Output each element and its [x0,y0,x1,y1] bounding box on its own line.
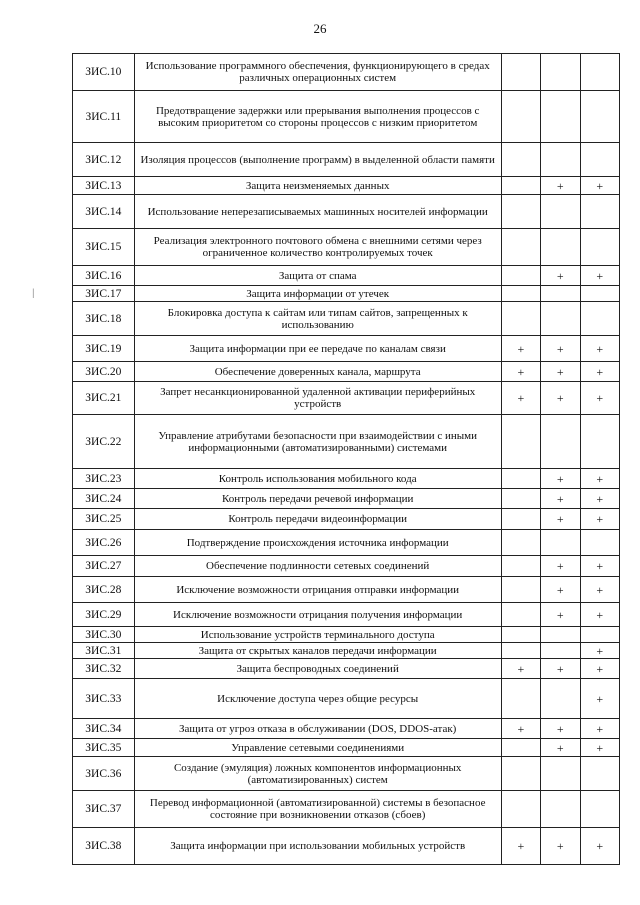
mark-cell-3: + [580,266,619,286]
mark-cell-3: + [580,469,619,489]
mark-cell-3: + [580,556,619,577]
mark-cell-2 [541,195,580,229]
measure-code: ЗИС.13 [73,177,135,195]
mark-cell-3 [580,229,619,266]
mark-cell-2 [541,229,580,266]
measure-name: Защита информации от утечек [134,286,501,302]
measure-name: Создание (эмуляция) ложных компонентов информационных (автоматизированных) систем [134,757,501,791]
mark-cell-3: + [580,382,619,415]
measure-name: Использование неперезаписываемых машинных носителей информации [134,195,501,229]
table-row [73,530,620,556]
mark-cell-1 [501,302,540,336]
mark-cell-1 [501,286,540,302]
table-row [73,229,620,266]
mark-cell-3: + [580,643,619,659]
table-row [73,415,620,469]
mark-cell-3: + [580,489,619,509]
mark-cell-1: + [501,659,540,679]
measure-name: Управление атрибутами безопасности при взаимодействии с иными информационными (автоматизированными) системами [134,415,501,469]
mark-cell-1 [501,509,540,530]
table-row [73,91,620,143]
mark-cell-3 [580,791,619,828]
mark-cell-1 [501,177,540,195]
mark-cell-2 [541,143,580,177]
mark-cell-2: + [541,577,580,603]
measure-code: ЗИС.17 [73,286,135,302]
table-row [73,143,620,177]
mark-cell-1 [501,679,540,719]
measure-name: Блокировка доступа к сайтам или типам сайтов, запрещенных к использованию [134,302,501,336]
mark-cell-2: + [541,266,580,286]
measure-code: ЗИС.14 [73,195,135,229]
measure-code: ЗИС.36 [73,757,135,791]
mark-cell-1 [501,577,540,603]
mark-cell-2: + [541,603,580,627]
table-row [73,336,620,362]
mark-cell-2: + [541,489,580,509]
measure-code: ЗИС.38 [73,828,135,865]
measure-name: Защита от спама [134,266,501,286]
mark-cell-1 [501,143,540,177]
table-row [73,302,620,336]
table-row [73,195,620,229]
measure-code: ЗИС.20 [73,362,135,382]
mark-cell-2: + [541,362,580,382]
mark-cell-2: + [541,509,580,530]
mark-cell-2 [541,757,580,791]
mark-cell-2: + [541,336,580,362]
table-row [73,603,620,627]
mark-cell-3 [580,143,619,177]
measure-name: Использование устройств терминального доступа [134,627,501,643]
mark-cell-3: + [580,577,619,603]
measure-code: ЗИС.27 [73,556,135,577]
mark-cell-2 [541,91,580,143]
measure-code: ЗИС.34 [73,719,135,739]
measure-code: ЗИС.33 [73,679,135,719]
measure-code: ЗИС.25 [73,509,135,530]
table-row [73,791,620,828]
mark-cell-1 [501,757,540,791]
mark-cell-3: + [580,828,619,865]
mark-cell-3: + [580,509,619,530]
measure-name: Обеспечение подлинности сетевых соединений [134,556,501,577]
mark-cell-3 [580,302,619,336]
measure-code: ЗИС.16 [73,266,135,286]
measure-name: Использование программного обеспечения, функционирующего в средах различных операционных систем [134,54,501,91]
measure-code: ЗИС.12 [73,143,135,177]
mark-cell-3 [580,757,619,791]
measure-name: Исключение возможности отрицания отправки информации [134,577,501,603]
measure-name: Контроль использования мобильного кода [134,469,501,489]
measure-name: Защита информации при ее передаче по каналам связи [134,336,501,362]
mark-cell-2: + [541,739,580,757]
mark-cell-2: + [541,556,580,577]
table-row [73,382,620,415]
measure-name: Защита информации при использовании мобильных устройств [134,828,501,865]
mark-cell-2: + [541,177,580,195]
table-row [73,828,620,865]
table-row [73,489,620,509]
mark-cell-3 [580,530,619,556]
measure-code: ЗИС.10 [73,54,135,91]
mark-cell-3: + [580,177,619,195]
mark-cell-1: + [501,382,540,415]
mark-cell-1 [501,643,540,659]
mark-cell-3: + [580,739,619,757]
mark-cell-3 [580,195,619,229]
measure-name: Управление сетевыми соединениями [134,739,501,757]
mark-cell-3 [580,91,619,143]
measure-name: Обеспечение доверенных канала, маршрута [134,362,501,382]
mark-cell-1 [501,791,540,828]
mark-cell-1: + [501,336,540,362]
measure-name: Защита неизменяемых данных [134,177,501,195]
measure-name: Контроль передачи речевой информации [134,489,501,509]
mark-cell-1 [501,229,540,266]
margin-mark: | [32,288,35,299]
mark-cell-2 [541,286,580,302]
measure-name: Запрет несанкционированной удаленной активации периферийных устройств [134,382,501,415]
table-row [73,577,620,603]
mark-cell-2 [541,302,580,336]
measure-name: Защита от скрытых каналов передачи информации [134,643,501,659]
mark-cell-1: + [501,362,540,382]
mark-cell-2 [541,643,580,659]
mark-cell-2: + [541,382,580,415]
table-row [73,739,620,757]
mark-cell-1 [501,91,540,143]
measure-name: Подтверждение происхождения источника информации [134,530,501,556]
table-row [73,469,620,489]
mark-cell-3: + [580,719,619,739]
mark-cell-3: + [580,659,619,679]
mark-cell-1 [501,469,540,489]
mark-cell-1 [501,603,540,627]
table-row [73,286,620,302]
table-row [73,266,620,286]
mark-cell-2 [541,791,580,828]
mark-cell-1 [501,489,540,509]
measure-name: Исключение доступа через общие ресурсы [134,679,501,719]
measures-table-body [73,54,620,865]
table-row [73,362,620,382]
mark-cell-2: + [541,719,580,739]
measure-code: ЗИС.35 [73,739,135,757]
table-row [73,509,620,530]
mark-cell-2: + [541,828,580,865]
mark-cell-3 [580,627,619,643]
table-row [73,54,620,91]
mark-cell-3: + [580,679,619,719]
table-row [73,757,620,791]
measure-name: Перевод информационной (автоматизированной) системы в безопасное состояние при возникновении отказов (сбоев) [134,791,501,828]
measure-code: ЗИС.32 [73,659,135,679]
mark-cell-3 [580,54,619,91]
mark-cell-1 [501,556,540,577]
mark-cell-2: + [541,469,580,489]
mark-cell-2 [541,54,580,91]
mark-cell-1 [501,54,540,91]
mark-cell-3 [580,286,619,302]
measure-code: ЗИС.24 [73,489,135,509]
measure-name: Предотвращение задержки или прерывания выполнения процессов с высоким приоритетом со стороны процессов с низким приоритетом [134,91,501,143]
measure-name: Защита беспроводных соединений [134,659,501,679]
measure-code: ЗИС.21 [73,382,135,415]
measure-code: ЗИС.11 [73,91,135,143]
mark-cell-1 [501,627,540,643]
measure-code: ЗИС.30 [73,627,135,643]
table-row [73,556,620,577]
mark-cell-1 [501,415,540,469]
measure-code: ЗИС.31 [73,643,135,659]
measure-name: Защита от угроз отказа в обслуживании (DOS, DDOS-атак) [134,719,501,739]
measure-name: Реализация электронного почтового обмена с внешними сетями через ограниченное количество контролируемых точек [134,229,501,266]
mark-cell-2 [541,627,580,643]
measure-name: Изоляция процессов (выполнение программ) в выделенной области памяти [134,143,501,177]
measure-code: ЗИС.22 [73,415,135,469]
measure-code: ЗИС.29 [73,603,135,627]
mark-cell-3: + [580,362,619,382]
mark-cell-3 [580,415,619,469]
measure-name: Исключение возможности отрицания получения информации [134,603,501,627]
mark-cell-3: + [580,603,619,627]
measure-code: ЗИС.23 [73,469,135,489]
table-row [73,679,620,719]
table-row [73,659,620,679]
page-number: 26 [313,21,327,36]
measure-code: ЗИС.18 [73,302,135,336]
measure-code: ЗИС.28 [73,577,135,603]
mark-cell-1 [501,195,540,229]
measure-code: ЗИС.37 [73,791,135,828]
measure-name: Контроль передачи видеоинформации [134,509,501,530]
mark-cell-1 [501,266,540,286]
mark-cell-1: + [501,828,540,865]
mark-cell-2: + [541,659,580,679]
table-row [73,643,620,659]
mark-cell-2 [541,679,580,719]
measure-code: ЗИС.26 [73,530,135,556]
table-row [73,177,620,195]
table-row [73,719,620,739]
measures-table [72,53,620,865]
mark-cell-3: + [580,336,619,362]
mark-cell-1: + [501,719,540,739]
mark-cell-2 [541,415,580,469]
measure-code: ЗИС.19 [73,336,135,362]
mark-cell-2 [541,530,580,556]
measure-code: ЗИС.15 [73,229,135,266]
mark-cell-1 [501,530,540,556]
table-row [73,627,620,643]
mark-cell-1 [501,739,540,757]
